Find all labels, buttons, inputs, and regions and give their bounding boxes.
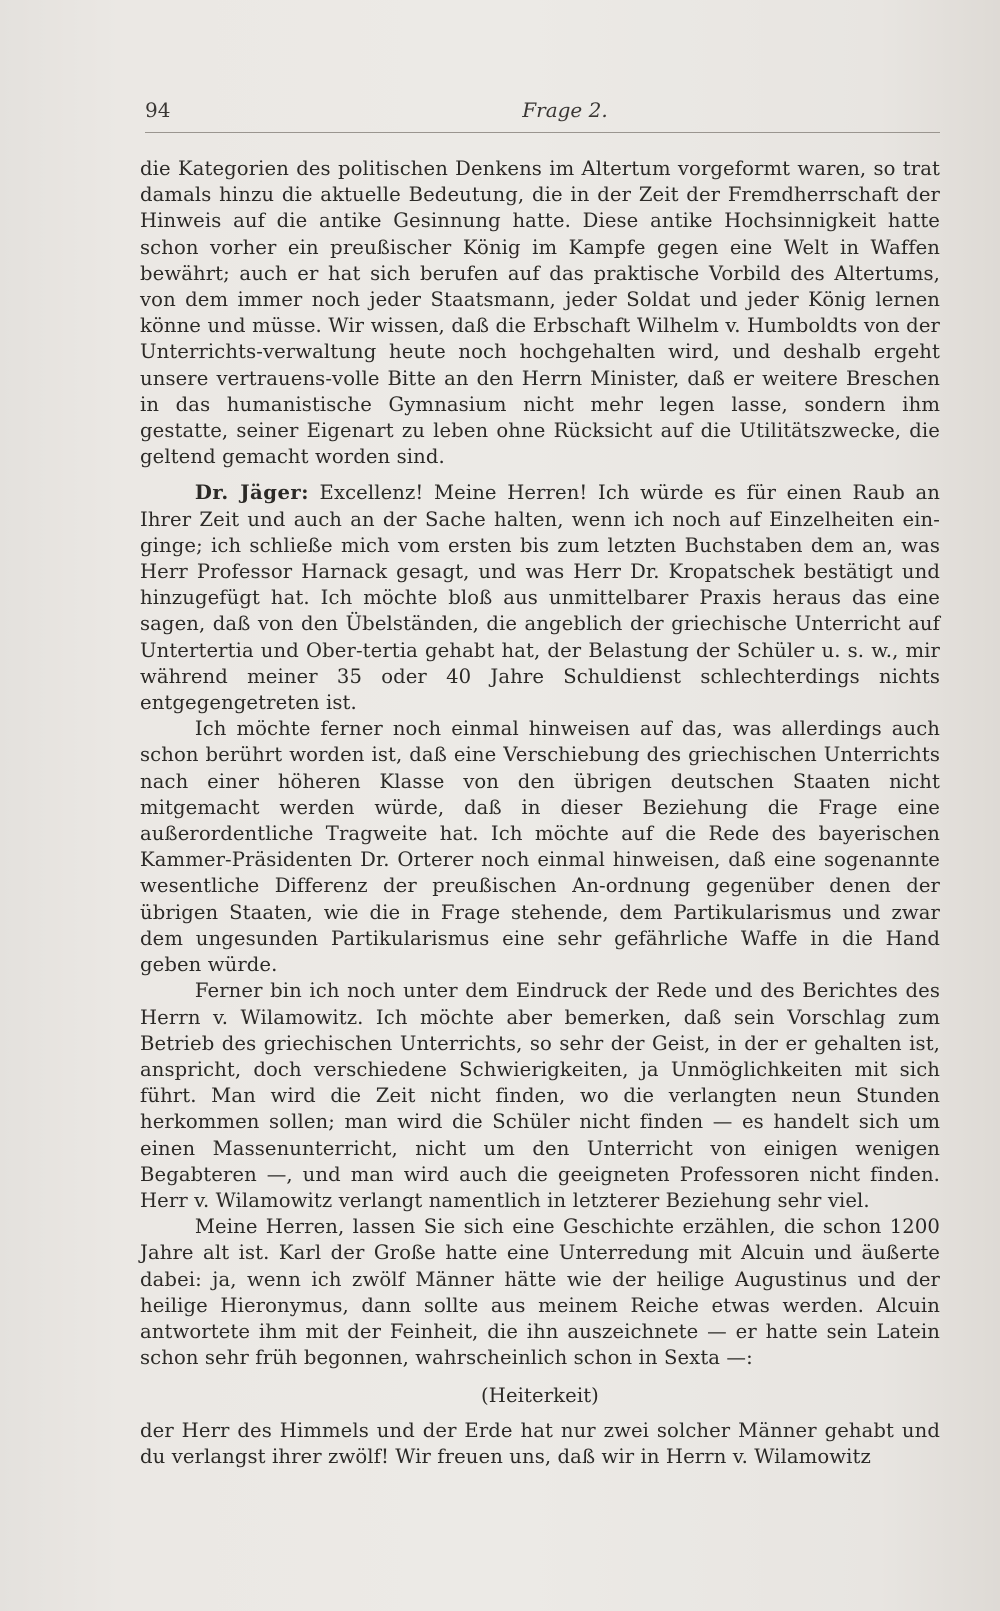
- paragraph-3: Ich möchte ferner noch einmal hinweisen auf das, was allerdings auch schon berührt worden ist, daß eine Verschiebung des griechischen Unterrichts nach einer höheren Klasse von den übrigen deutschen Staaten nicht mitgemacht werden würde, daß in dieser Beziehung die Frage eine außerordentliche Tragweite hat. Ich möchte auf die Rede des bayerischen Kammer-Präsidenten Dr. Orterer noch einmal hinweisen, daß eine sogenannte wesentliche Differenz der preußischen An-ordnung gegenüber denen der übrigen Staaten, wie die in Frage stehende, dem Partikularismus und zwar dem ungesunden Partikularismus eine sehr gefährliche Waffe in die Hand geben würde.: [140, 717, 940, 977]
- speaker-name: Dr. Jäger:: [194, 481, 309, 505]
- page-number: 94: [145, 98, 171, 122]
- page-header: [145, 98, 940, 133]
- paragraph-1: die Kategorien des politischen Denkens im Altertum vorgeformt waren, so trat damals hinzu die aktuelle Bedeutung, die in der Zeit der Fremdherrschaft der Hinweis auf die antike Gesinnung hatte. Diese antike Hochsinnigkeit hatte schon vorher ein preußischer König im Kampfe gegen eine Welt in Waffen bewährt; auch er hat sich berufen auf das praktische Vorbild des Altertums, von dem immer noch jeder Staatsmann, jeder Soldat und jeder König lernen könne und müsse. Wir wissen, daß die Erbschaft Wilhelm v. Humboldts von der Unterrichts-verwaltung heute noch hochgehalten wird, und deshalb ergeht unsere vertrauens-volle Bitte an den Herrn Minister, daß er weitere Breschen in das humanistische Gymnasium nicht mehr legen lasse, sondern ihm gestatte, seiner Eigenart zu leben ohne Rücksicht auf die Utilitätszwecke, die geltend gemacht worden sind.: [140, 157, 940, 469]
- body-text: [140, 156, 940, 1470]
- paragraph-4: Ferner bin ich noch unter dem Eindruck der Rede und des Berichtes des Herrn v. Wilamowitz. Ich möchte aber bemerken, daß sein Vorschlag zum Betrieb des griechischen Unterrichts, so sehr der Geist, in der er gehalten ist, anspricht, doch verschiedene Schwierigkeiten, ja Unmöglichkeiten mit sich führt. Man wird die Zeit nicht finden, wo die verlangten neun Stunden herkommen sollen; man wird die Schüler nicht finden — es handelt sich um einen Massenunterricht, nicht um den Unterricht von einigen wenigen Begabteren —, und man wird auch die geeigneten Professoren nicht finden. Herr v. Wilamowitz verlangt namentlich in letzterer Beziehung sehr viel.: [140, 979, 940, 1212]
- paragraph-2: [140, 480, 940, 716]
- running-head: Frage 2.: [522, 98, 608, 122]
- paragraph-5: Meine Herren, lassen Sie sich eine Geschichte erzählen, die schon 1200 Jahre alt ist. Karl der Große hatte eine Unterredung mit Alcuin und äußerte dabei: ja, wenn ich zwölf Männer hätte wie der heilige Augustinus und der heilige Hieronymus, dann sollte aus meinem Reiche etwas werden. Alcuin antwortete ihm mit der Feinheit, die ihn auszeichnete — er hatte sein Latein schon sehr früh begonnen, wahrscheinlich schon in Sexta —:: [140, 1215, 940, 1370]
- speech-text: Excellenz! Meine Herren! Ich würde es für einen Raub an Ihrer Zeit und auch an der Sache halten, wenn ich noch auf Einzelheiten ein-ginge; ich schließe mich vom ersten bis zum letzten Buchstaben dem an, was Herr Professor Harnack gesagt, und was Herr Dr. Kropatschek bestätigt und hinzugefügt hat. Ich möchte bloß aus unmittelbarer Praxis heraus das eine sagen, daß von den Übelständen, die angeblich der griechische Unterricht auf Untertertia und Ober-tertia gehabt hat, der Belastung der Schüler u. s. w., mir während meiner 35 oder 40 Jahre Schuldienst schlechterdings nichts entgegengetreten ist.: [140, 481, 940, 715]
- interjection: (Heiterkeit): [481, 1384, 599, 1408]
- paragraph-6: der Herr des Himmels und der Erde hat nur zwei solcher Männer gehabt und du verlangst ihrer zwölf! Wir freuen uns, daß wir in Herrn v. Wilamowitz: [140, 1418, 940, 1468]
